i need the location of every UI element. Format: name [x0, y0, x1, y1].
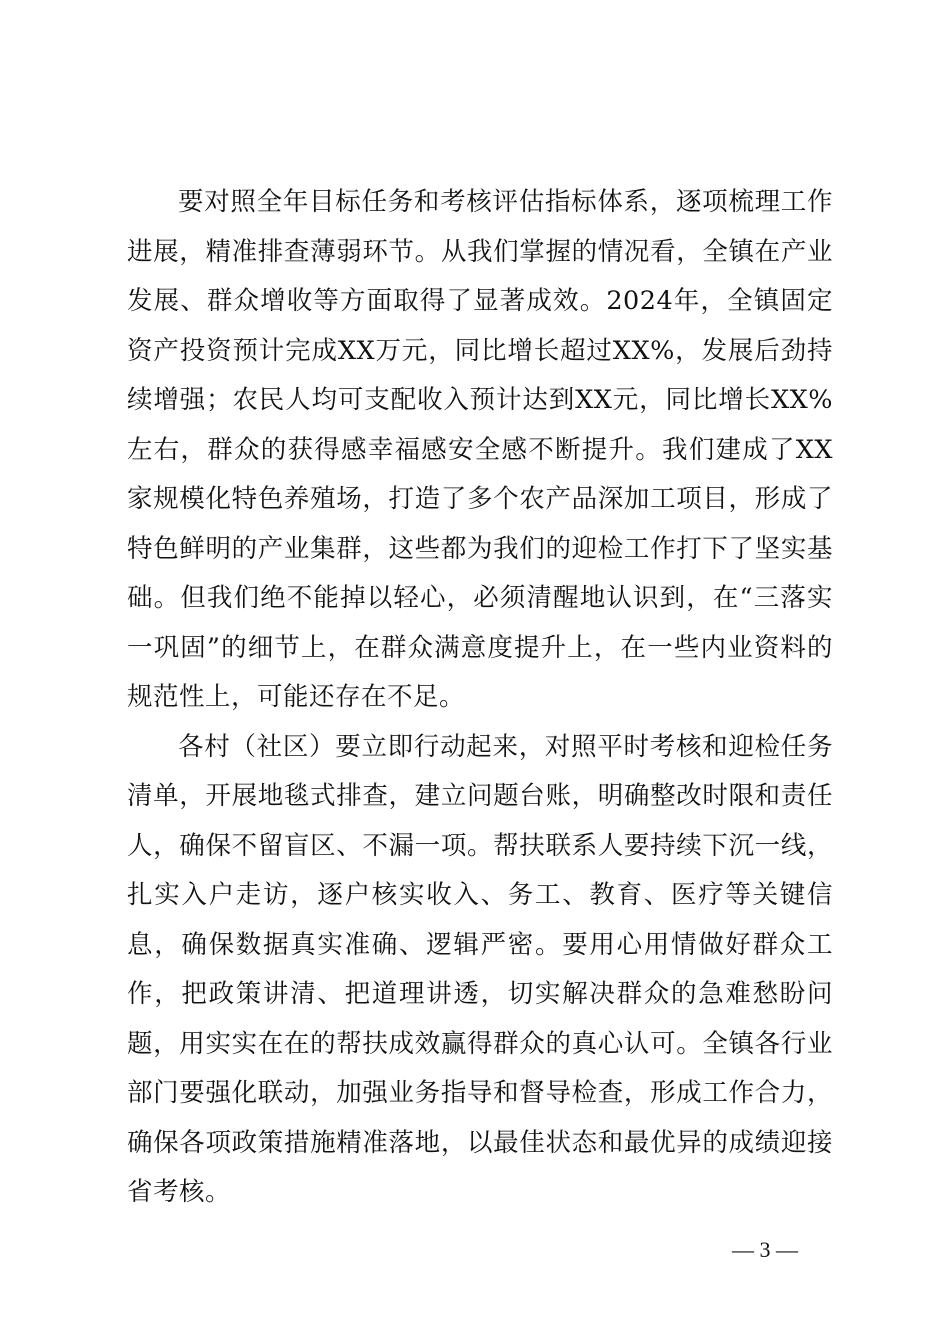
paragraph-1: 要对照全年目标任务和考核评估指标体系，逐项梳理工作进展，精准排查薄弱环节。从我们掌握的情况看，全镇在产业发展、群众增收等方面取得了显著成效。2024年，全镇固定资产投资预计完成XX万元，同比增长超过XX%，发展后劲持续增强；农民人均可支配收入预计达到XX元，同比增长XX%左右，群众的获得感幸福感安全感不断提升。我们建成了XX家规模化特色养殖场，打造了多个农产品深加工项目，形成了特色鲜明的产业集群，这些都为我们的迎检工作打下了坚实基础。但我们绝不能掉以轻心，必须清醒地认识到，在“三落实一巩固”的细节上，在群众满意度提升上，在一些内业资料的规范性上，可能还存在不足。	[127, 187, 833, 712]
document-body	[127, 178, 833, 1218]
page-number: — 3 —	[732, 1237, 798, 1262]
paragraph-2: 各村（社区）要立即行动起来，对照平时考核和迎检任务清单，开展地毯式排查，建立问题台账，明确整改时限和责任人，确保不留盲区、不漏一项。帮扶联系人要持续下沉一线，扎实入户走访，逐户核实收入、务工、教育、医疗等关键信息，确保数据真实准确、逻辑严密。要用心用情做好群众工作，把政策讲清、把道理讲透，切实解决群众的急难愁盼问题，用实实在在的帮扶成效赢得群众的真心认可。全镇各行业部门要强化联动，加强业务指导和督导检查，形成工作合力，确保各项政策措施精准落地，以最佳状态和最优异的成绩迎接省考核。	[127, 731, 833, 1207]
